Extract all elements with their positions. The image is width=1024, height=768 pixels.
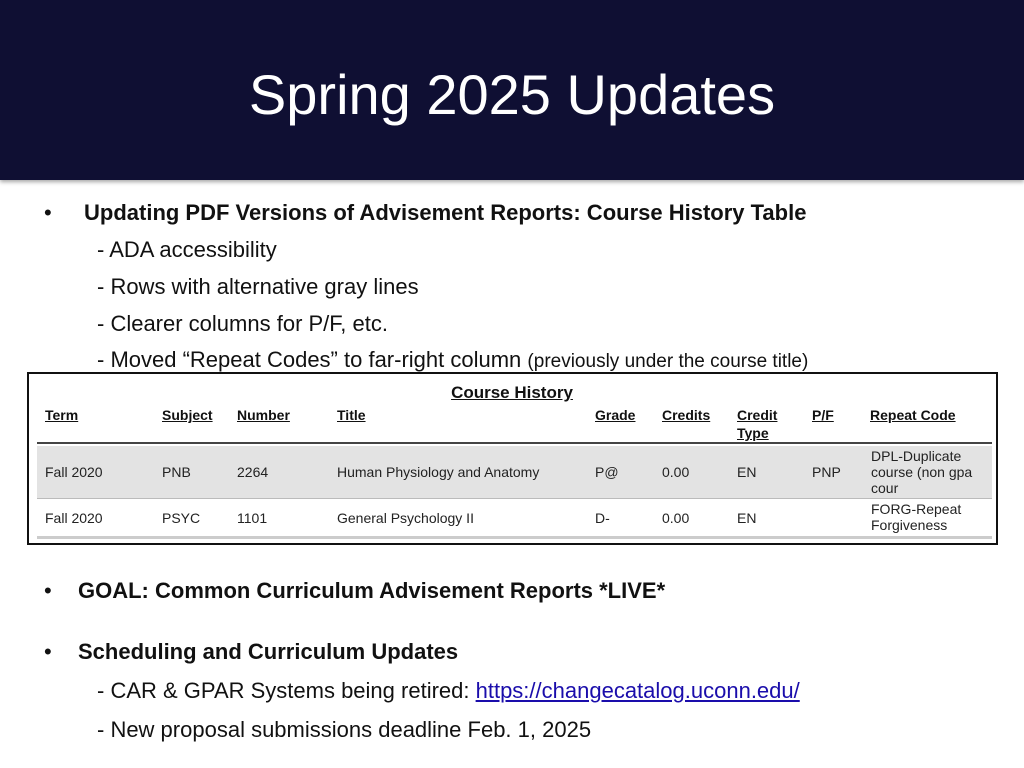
cell-number: 2264 bbox=[237, 464, 269, 480]
table-caption: Course History bbox=[451, 383, 573, 402]
cell-repeat-code-line2: course (non gpa bbox=[871, 464, 973, 480]
table-row bbox=[37, 499, 992, 536]
cell-subject: PSYC bbox=[162, 510, 201, 526]
cell-credit-type: EN bbox=[737, 464, 757, 480]
subitem-ada: - ADA accessibility bbox=[97, 237, 277, 262]
cell-repeat-code-line2: Forgiveness bbox=[871, 517, 948, 533]
cell-grade: D- bbox=[595, 510, 610, 526]
col-header-credits: Credits bbox=[662, 407, 711, 423]
changecatalog-link[interactable]: https://changecatalog.uconn.edu/ bbox=[475, 678, 800, 703]
col-header-grade: Grade bbox=[595, 407, 636, 423]
bullet-marker: • bbox=[44, 639, 52, 664]
course-history-table bbox=[27, 372, 998, 545]
cell-repeat-code bbox=[871, 501, 961, 533]
subitem-car-gpar-text: - CAR & GPAR Systems being retired: bbox=[97, 678, 476, 703]
cell-credit-type: EN bbox=[737, 510, 757, 526]
cell-repeat-code-line1: DPL-Duplicate bbox=[871, 448, 962, 464]
bullet-heading-scheduling: Scheduling and Curriculum Updates bbox=[78, 639, 459, 664]
bullet-heading-goal: GOAL: Common Curriculum Advisement Reports *LIVE* bbox=[78, 578, 666, 603]
cell-grade: P@ bbox=[595, 464, 619, 480]
bullet-marker: • bbox=[44, 578, 52, 603]
col-header-pf: P/F bbox=[812, 407, 834, 423]
slide-header bbox=[0, 0, 1024, 180]
col-header-credit-type-line2: Type bbox=[737, 425, 769, 441]
col-header-term: Term bbox=[45, 407, 79, 423]
cell-repeat-code-line1: FORG-Repeat bbox=[871, 501, 962, 517]
col-header-subject: Subject bbox=[162, 407, 213, 423]
subitem-repeat-codes bbox=[97, 347, 808, 373]
cell-term: Fall 2020 bbox=[45, 464, 103, 480]
cell-credits: 0.00 bbox=[662, 464, 690, 480]
cell-term: Fall 2020 bbox=[45, 510, 103, 526]
subitem-clearer-columns: - Clearer columns for P/F, etc. bbox=[97, 311, 388, 336]
table-bottom-divider bbox=[37, 536, 992, 539]
col-header-credit-type-line1: Credit bbox=[737, 407, 778, 423]
subitem-repeat-codes-text: - Moved “Repeat Codes” to far-right column bbox=[97, 347, 522, 372]
col-header-credit-type bbox=[737, 406, 777, 442]
cell-repeat-code bbox=[871, 448, 972, 496]
cell-title: General Psychology II bbox=[337, 510, 474, 526]
col-header-title: Title bbox=[337, 407, 366, 423]
bullet-marker: • bbox=[44, 200, 52, 225]
subitem-gray-lines: - Rows with alternative gray lines bbox=[97, 274, 419, 299]
cell-subject: PNB bbox=[162, 464, 191, 480]
cell-repeat-code-line3: cour bbox=[871, 480, 899, 496]
subitem-car-gpar bbox=[97, 678, 800, 704]
table-row bbox=[37, 446, 992, 498]
header-divider bbox=[37, 442, 992, 444]
cell-title: Human Physiology and Anatomy bbox=[337, 464, 540, 480]
subitem-deadline: - New proposal submissions deadline Feb. 1, 2025 bbox=[97, 717, 592, 742]
cell-pf: PNP bbox=[812, 464, 841, 480]
subitem-repeat-codes-note: (previously under the course title) bbox=[527, 351, 809, 372]
bullet-heading-pdf-updates: Updating PDF Versions of Advisement Reports: Course History Table bbox=[84, 200, 807, 225]
col-header-number: Number bbox=[237, 407, 290, 423]
col-header-repeat-code: Repeat Code bbox=[870, 407, 956, 423]
cell-number: 1101 bbox=[237, 510, 268, 526]
slide-title: Spring 2025 Updates bbox=[248, 63, 776, 126]
cell-credits: 0.00 bbox=[662, 510, 690, 526]
